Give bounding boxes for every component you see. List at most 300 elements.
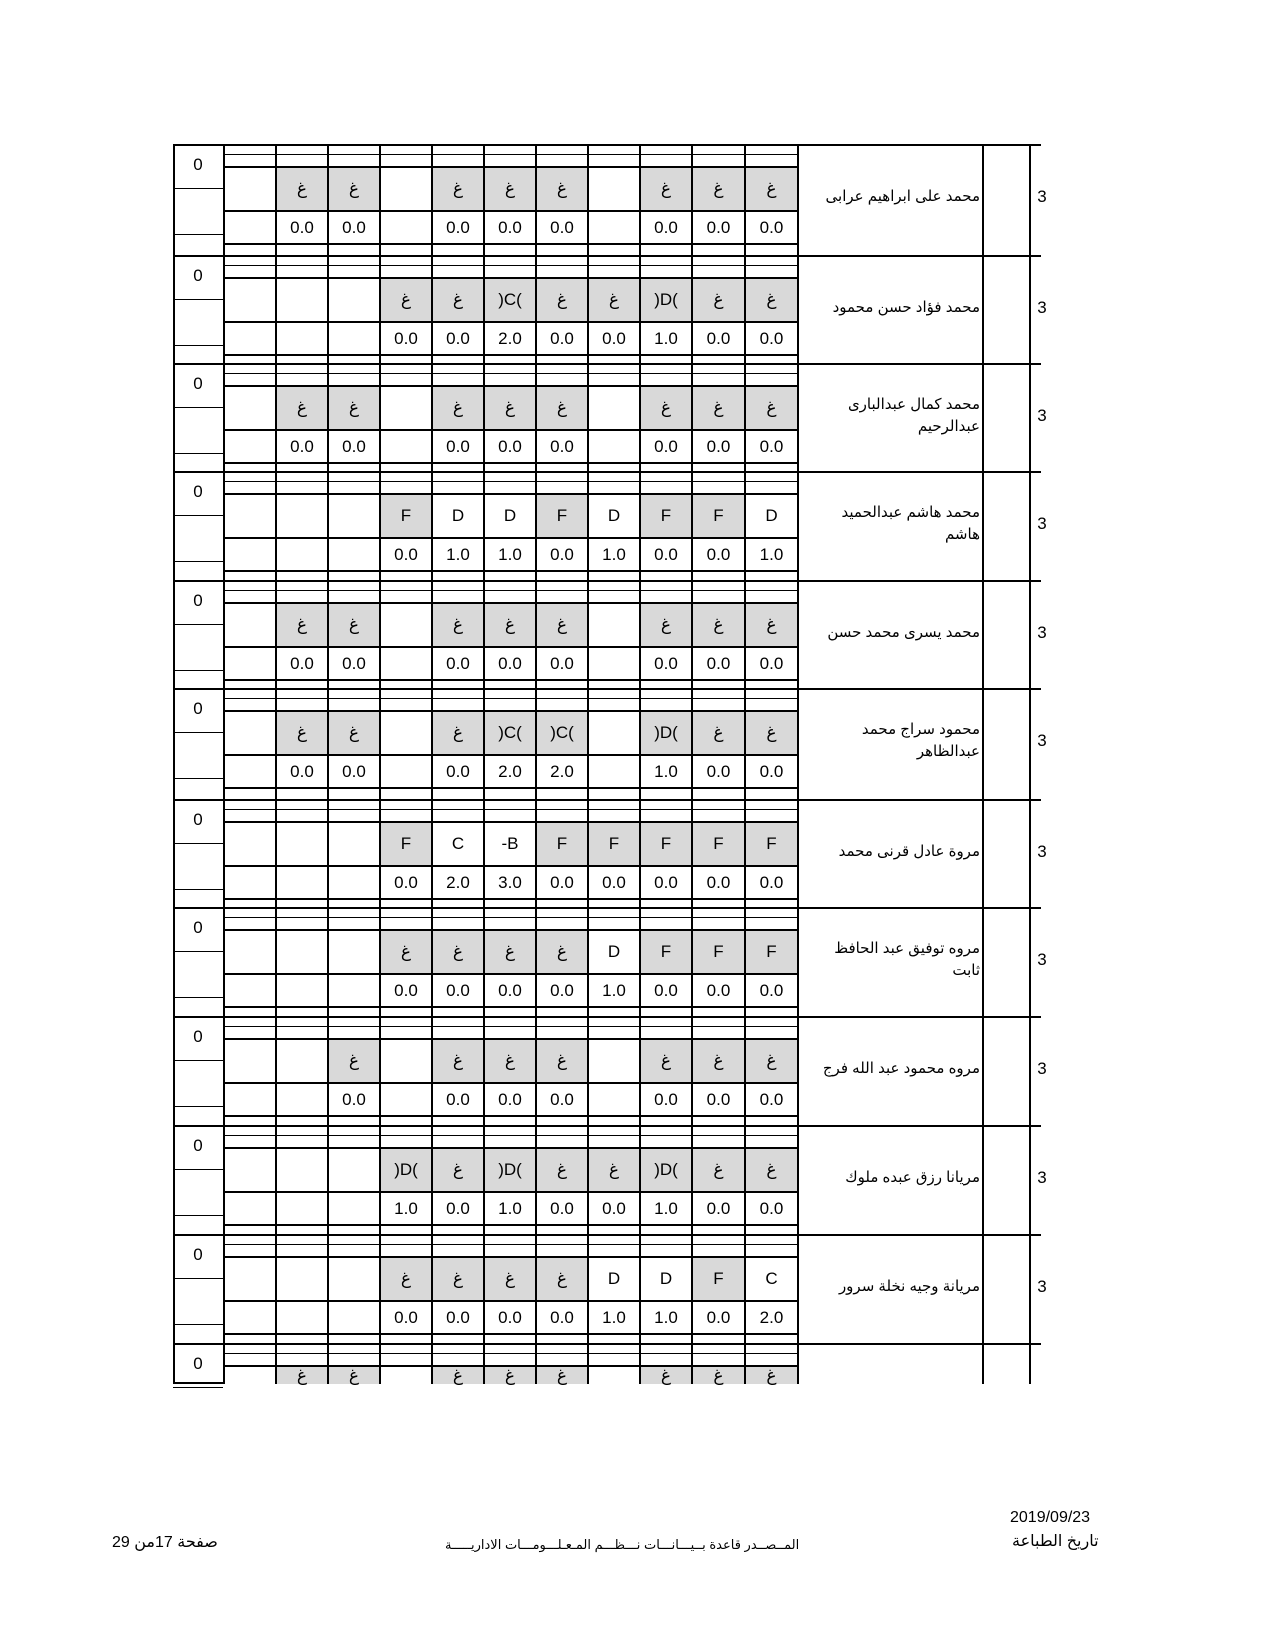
zero-col-line <box>173 453 223 454</box>
grade-cell: غ <box>537 279 587 321</box>
grade-cell: C <box>451 834 465 853</box>
zero-col-line <box>173 1106 223 1107</box>
point-cell: 0.0 <box>498 217 522 237</box>
grade-cell <box>329 495 379 537</box>
zero-col-line <box>173 1060 223 1061</box>
grade-cell <box>277 279 327 321</box>
point-cell: 1.0 <box>654 1307 678 1327</box>
grade-cell: غ <box>746 387 797 429</box>
point-cell <box>589 1084 639 1115</box>
grade-cell: )D( <box>641 279 691 321</box>
point-cell: 0.0 <box>654 1089 678 1109</box>
point-cell: 0.0 <box>498 653 522 673</box>
zero-value: 0 <box>193 1136 203 1155</box>
grade-cell: غ <box>329 387 379 429</box>
zero-col-line <box>173 299 223 300</box>
student-name: مريانة وجيه نخلة سرور <box>838 1278 980 1295</box>
zero-col-line <box>173 188 223 189</box>
row-separator <box>173 907 1041 909</box>
zero-value: 0 <box>193 374 203 393</box>
zero-col-line <box>173 670 223 671</box>
row-separator <box>173 144 1041 146</box>
point-cell: 0.0 <box>498 980 522 1000</box>
serial-number: 3 <box>1037 187 1047 206</box>
grade-cell: C <box>765 1269 778 1288</box>
point-cell <box>329 1302 379 1333</box>
grade-cell: غ <box>641 1367 691 1384</box>
zero-col-line <box>173 997 223 998</box>
zero-col-line <box>173 561 223 562</box>
point-cell <box>225 323 275 354</box>
point-cell: 0.0 <box>550 544 574 564</box>
point-cell <box>589 212 639 243</box>
zero-value: 0 <box>193 591 203 610</box>
grade-cell: غ <box>433 1149 483 1191</box>
grade-cell: غ <box>277 712 327 754</box>
grade-cell: غ <box>329 604 379 646</box>
point-cell <box>225 867 275 898</box>
grade-cell <box>277 1149 327 1191</box>
grade-cell <box>225 1149 275 1191</box>
grade-line-bottom <box>223 898 797 900</box>
grade-cell: F <box>693 1258 744 1300</box>
point-cell: 0.0 <box>394 980 418 1000</box>
point-cell: 0.0 <box>706 980 731 1000</box>
point-cell: 0.0 <box>759 436 784 456</box>
grade-cell: غ <box>589 1149 639 1191</box>
grade-cell: غ <box>433 712 483 754</box>
grade-cell: غ <box>746 712 797 754</box>
serial-number: 3 <box>1037 406 1047 425</box>
zero-col-line <box>173 407 223 408</box>
grade-cell <box>329 1258 379 1300</box>
point-cell: 0.0 <box>706 436 731 456</box>
point-cell <box>329 1193 379 1224</box>
sub-line <box>223 1244 797 1245</box>
grade-cell: )C( <box>485 712 535 754</box>
point-cell <box>225 975 275 1006</box>
grade-cell <box>225 387 275 429</box>
point-cell: 0.0 <box>706 1307 731 1327</box>
sub-line <box>223 1353 797 1354</box>
grade-cell: D <box>607 942 621 961</box>
point-cell: 0.0 <box>446 436 470 456</box>
point-cell: 0.0 <box>550 1089 574 1109</box>
point-cell: 0.0 <box>654 872 678 892</box>
grade-cell <box>277 1258 327 1300</box>
grade-cell: غ <box>433 1367 483 1384</box>
zero-col-line <box>173 951 223 952</box>
grade-cell: غ <box>537 1149 587 1191</box>
grade-line-bottom <box>223 570 797 572</box>
point-cell: 0.0 <box>706 761 731 781</box>
point-cell: 3.0 <box>498 872 522 892</box>
grade-cell: F <box>693 823 744 865</box>
point-cell <box>225 539 275 570</box>
point-cell: 0.0 <box>706 653 731 673</box>
point-cell <box>329 975 379 1006</box>
grade-line-bottom <box>223 243 797 245</box>
grade-cell: غ <box>693 604 744 646</box>
grade-cell: غ <box>485 387 535 429</box>
row-separator <box>173 363 1041 365</box>
serial-number: 3 <box>1037 842 1047 861</box>
row-separator <box>173 1016 1041 1018</box>
grade-cell: غ <box>277 168 327 210</box>
grade-cell: D <box>765 506 778 525</box>
row-separator <box>173 1343 1041 1345</box>
point-cell: 0.0 <box>759 1089 784 1109</box>
student-name: مريانا رزق عبده ملوك <box>845 1169 980 1186</box>
grade-cell: D <box>503 506 517 525</box>
point-cell: 0.0 <box>394 872 418 892</box>
sub-line <box>223 481 797 482</box>
point-cell: 0.0 <box>759 1198 784 1218</box>
point-cell <box>589 431 639 462</box>
grade-cell: غ <box>485 1258 535 1300</box>
sub-line <box>223 154 797 155</box>
point-cell <box>225 1193 275 1224</box>
point-cell: 0.0 <box>706 1198 731 1218</box>
grade-cell: غ <box>485 168 535 210</box>
grade-cell: غ <box>277 1367 327 1384</box>
grade-cell: غ <box>277 604 327 646</box>
point-cell <box>277 539 327 570</box>
grade-cell: غ <box>641 387 691 429</box>
point-cell: 0.0 <box>290 217 314 237</box>
student-name: مروه توفيق عبد الحافظ ثابت <box>834 940 980 979</box>
zero-value: 0 <box>193 810 203 829</box>
sub-line <box>223 1026 797 1027</box>
point-cell: 0.0 <box>446 1307 470 1327</box>
zero-value: 0 <box>193 1354 203 1373</box>
column-line <box>1029 144 1031 1384</box>
point-cell: 0.0 <box>706 872 731 892</box>
zero-col-line <box>173 345 223 346</box>
point-cell <box>225 431 275 462</box>
grade-cell: F <box>693 495 744 537</box>
point-cell: 0.0 <box>498 1089 522 1109</box>
grade-cell: غ <box>485 1040 535 1082</box>
point-cell: 0.0 <box>706 544 731 564</box>
grade-cell: D <box>451 506 465 525</box>
serial-number: 3 <box>1037 1277 1047 1296</box>
grade-cell <box>329 1149 379 1191</box>
point-cell: 0.0 <box>759 217 784 237</box>
point-cell <box>225 1302 275 1333</box>
grade-cell: F <box>537 495 587 537</box>
point-cell: 1.0 <box>498 544 522 564</box>
grade-cell: غ <box>746 279 797 321</box>
point-cell: 0.0 <box>342 436 366 456</box>
grade-line-bottom <box>223 462 797 464</box>
grade-cell <box>329 931 379 973</box>
point-cell: 0.0 <box>446 761 470 781</box>
point-cell <box>381 431 431 462</box>
grade-cell: غ <box>433 604 483 646</box>
grade-cell: D <box>607 506 621 525</box>
point-cell: 0.0 <box>654 544 678 564</box>
grade-cell: غ <box>693 1367 744 1384</box>
grade-cell: غ <box>381 931 431 973</box>
row-separator <box>173 471 1041 473</box>
zero-col-line <box>173 1387 223 1388</box>
grade-cell: )C( <box>485 279 535 321</box>
point-cell <box>329 323 379 354</box>
point-cell: 0.0 <box>602 328 626 348</box>
point-cell: 0.0 <box>290 761 314 781</box>
grade-cell: )D( <box>641 712 691 754</box>
grade-cell <box>381 1367 431 1384</box>
grade-cell: غ <box>485 931 535 973</box>
grade-cell <box>277 495 327 537</box>
point-cell: 0.0 <box>550 436 574 456</box>
grade-cell: غ <box>641 1040 691 1082</box>
point-cell <box>277 323 327 354</box>
grade-cell <box>589 1040 639 1082</box>
point-cell <box>225 756 275 787</box>
grade-line-bottom <box>223 1115 797 1117</box>
grade-cell: غ <box>537 168 587 210</box>
grade-cell: غ <box>381 1258 431 1300</box>
grade-cell: غ <box>589 279 639 321</box>
grade-cell <box>329 279 379 321</box>
student-name: محمد يسرى محمد حسن <box>827 624 980 641</box>
grade-cell: غ <box>693 712 744 754</box>
grade-cell: غ <box>746 168 797 210</box>
point-cell: 0.0 <box>446 1198 470 1218</box>
grade-cell: غ <box>746 604 797 646</box>
serial-number: 3 <box>1037 731 1047 750</box>
point-cell <box>381 648 431 679</box>
row-separator <box>173 688 1041 690</box>
point-cell: 0.0 <box>394 544 418 564</box>
point-cell: 0.0 <box>550 653 574 673</box>
grade-cell: غ <box>641 168 691 210</box>
point-cell: 0.0 <box>498 1307 522 1327</box>
zero-col-line <box>173 624 223 625</box>
grade-cell: غ <box>746 1367 797 1384</box>
zero-col-line <box>173 515 223 516</box>
zero-col-line <box>173 843 223 844</box>
grade-cell <box>225 712 275 754</box>
zero-value: 0 <box>193 482 203 501</box>
point-cell <box>381 212 431 243</box>
grade-cell: غ <box>537 1258 587 1300</box>
grade-cell <box>225 931 275 973</box>
grade-cell: غ <box>329 712 379 754</box>
point-cell: 0.0 <box>550 980 574 1000</box>
zero-value: 0 <box>193 155 203 174</box>
point-cell: 0.0 <box>654 980 678 1000</box>
sub-line <box>223 698 797 699</box>
grade-cell: F <box>589 823 639 865</box>
student-name: مروة عادل قرنى محمد <box>838 843 980 860</box>
grade-cell <box>277 1040 327 1082</box>
grade-cell: غ <box>277 387 327 429</box>
point-cell <box>381 756 431 787</box>
point-cell: 0.0 <box>706 217 731 237</box>
student-name: محمد كمال عبدالبارى عبدالرحيم <box>847 396 980 435</box>
point-cell: 2.0 <box>498 328 522 348</box>
point-cell: 0.0 <box>342 217 366 237</box>
serial-number: 3 <box>1037 298 1047 317</box>
grade-cell <box>225 168 275 210</box>
grade-cell <box>225 1367 275 1384</box>
grade-cell: غ <box>693 1149 744 1191</box>
grade-cell <box>589 387 639 429</box>
point-cell: 1.0 <box>602 1307 626 1327</box>
row-separator <box>173 255 1041 257</box>
grade-cell: غ <box>433 1040 483 1082</box>
grade-cell: F <box>641 495 691 537</box>
point-cell: 0.0 <box>550 872 574 892</box>
zero-value: 0 <box>193 266 203 285</box>
grade-cell: غ <box>537 1367 587 1384</box>
zero-col-line <box>173 889 223 890</box>
point-cell <box>225 212 275 243</box>
print-date: 2019/09/23 <box>1010 1509 1091 1526</box>
point-cell: 0.0 <box>706 328 731 348</box>
zero-col-line <box>173 1324 223 1325</box>
grade-cell: F <box>746 823 797 865</box>
column-line <box>797 144 799 1384</box>
point-cell: 0.0 <box>446 328 470 348</box>
point-cell: 0.0 <box>498 436 522 456</box>
grade-cell: غ <box>746 1149 797 1191</box>
point-cell: 0.0 <box>759 653 784 673</box>
grade-cell: غ <box>537 387 587 429</box>
grade-cell: غ <box>433 168 483 210</box>
point-cell <box>381 1084 431 1115</box>
point-cell <box>589 648 639 679</box>
grade-cell: )D( <box>641 1149 691 1191</box>
grade-cell: غ <box>433 387 483 429</box>
grade-cell: غ <box>381 279 431 321</box>
grade-cell <box>225 823 275 865</box>
grade-line-bottom <box>223 787 797 789</box>
point-cell <box>277 975 327 1006</box>
student-name: مروه محمود عبد الله فرج <box>822 1060 980 1077</box>
point-cell <box>225 648 275 679</box>
zero-col-line <box>173 1169 223 1170</box>
sub-line <box>223 917 797 918</box>
point-cell: 0.0 <box>446 653 470 673</box>
point-cell <box>277 867 327 898</box>
sub-line <box>223 590 797 591</box>
point-cell: 0.0 <box>654 217 678 237</box>
point-cell: 1.0 <box>394 1198 418 1218</box>
grade-cell <box>589 604 639 646</box>
grade-cell: غ <box>433 931 483 973</box>
point-cell: 0.0 <box>446 217 470 237</box>
grade-cell: F <box>641 823 691 865</box>
grade-cell: غ <box>433 1258 483 1300</box>
column-line <box>173 144 175 1384</box>
grade-cell: F <box>381 495 431 537</box>
grade-cell <box>381 712 431 754</box>
grade-cell: غ <box>693 1040 744 1082</box>
grade-cell <box>589 168 639 210</box>
grade-line-bottom <box>223 1333 797 1335</box>
grade-line-bottom <box>223 679 797 681</box>
serial-number: 3 <box>1037 950 1047 969</box>
grade-cell: غ <box>693 279 744 321</box>
grade-cell <box>225 495 275 537</box>
point-cell: 0.0 <box>759 761 784 781</box>
grade-cell <box>381 168 431 210</box>
row-separator <box>173 1234 1041 1236</box>
point-cell: 0.0 <box>550 328 574 348</box>
grade-cell: غ <box>485 1367 535 1384</box>
column-line <box>982 144 984 1384</box>
point-cell <box>225 1084 275 1115</box>
zero-value: 0 <box>193 699 203 718</box>
print-date-label: تاريخ الطباعة <box>1012 1533 1099 1550</box>
grade-cell: غ <box>433 279 483 321</box>
grade-cell: غ <box>329 168 379 210</box>
grade-cell: F <box>641 931 691 973</box>
grade-cell: غ <box>485 604 535 646</box>
point-cell <box>277 1193 327 1224</box>
table-bottom <box>173 1382 223 1384</box>
zero-col-line <box>173 732 223 733</box>
serial-number: 3 <box>1037 623 1047 642</box>
point-cell: 2.0 <box>550 761 574 781</box>
zero-col-line <box>173 1215 223 1216</box>
page-number: صفحة 17من 29 <box>112 1534 218 1551</box>
point-cell: 0.0 <box>290 436 314 456</box>
point-cell: 0.0 <box>654 436 678 456</box>
sub-line <box>223 809 797 810</box>
point-cell: 0.0 <box>342 653 366 673</box>
grade-cell <box>277 931 327 973</box>
grade-cell: )C( <box>537 712 587 754</box>
point-cell: 1.0 <box>654 1198 678 1218</box>
point-cell: 0.0 <box>342 1089 366 1109</box>
point-cell: 1.0 <box>654 328 678 348</box>
point-cell: 0.0 <box>394 328 418 348</box>
point-cell: 1.0 <box>759 544 784 564</box>
grade-cell <box>225 279 275 321</box>
zero-col-line <box>173 778 223 779</box>
point-cell: 2.0 <box>759 1307 784 1327</box>
serial-number: 3 <box>1037 1168 1047 1187</box>
grade-cell <box>589 712 639 754</box>
grade-cell <box>329 823 379 865</box>
point-cell: 0.0 <box>290 653 314 673</box>
point-cell: 0.0 <box>759 980 784 1000</box>
zero-value: 0 <box>193 1245 203 1264</box>
point-cell: 0.0 <box>654 653 678 673</box>
point-cell: 0.0 <box>550 1307 574 1327</box>
grade-cell <box>381 604 431 646</box>
point-cell: 0.0 <box>550 1198 574 1218</box>
grade-cell: غ <box>537 604 587 646</box>
point-cell: 0.0 <box>602 872 626 892</box>
grade-cell: غ <box>537 931 587 973</box>
zero-value: 0 <box>193 918 203 937</box>
point-cell <box>277 1302 327 1333</box>
point-cell: 1.0 <box>654 761 678 781</box>
point-cell: 0.0 <box>342 761 366 781</box>
grade-cell <box>225 1258 275 1300</box>
student-name: محمود سراج محمد عبدالظاهر <box>861 721 980 760</box>
grade-cell: )D( <box>485 1149 535 1191</box>
row-separator <box>173 580 1041 582</box>
grade-line-bottom <box>223 1224 797 1226</box>
grade-cell: F <box>693 931 744 973</box>
